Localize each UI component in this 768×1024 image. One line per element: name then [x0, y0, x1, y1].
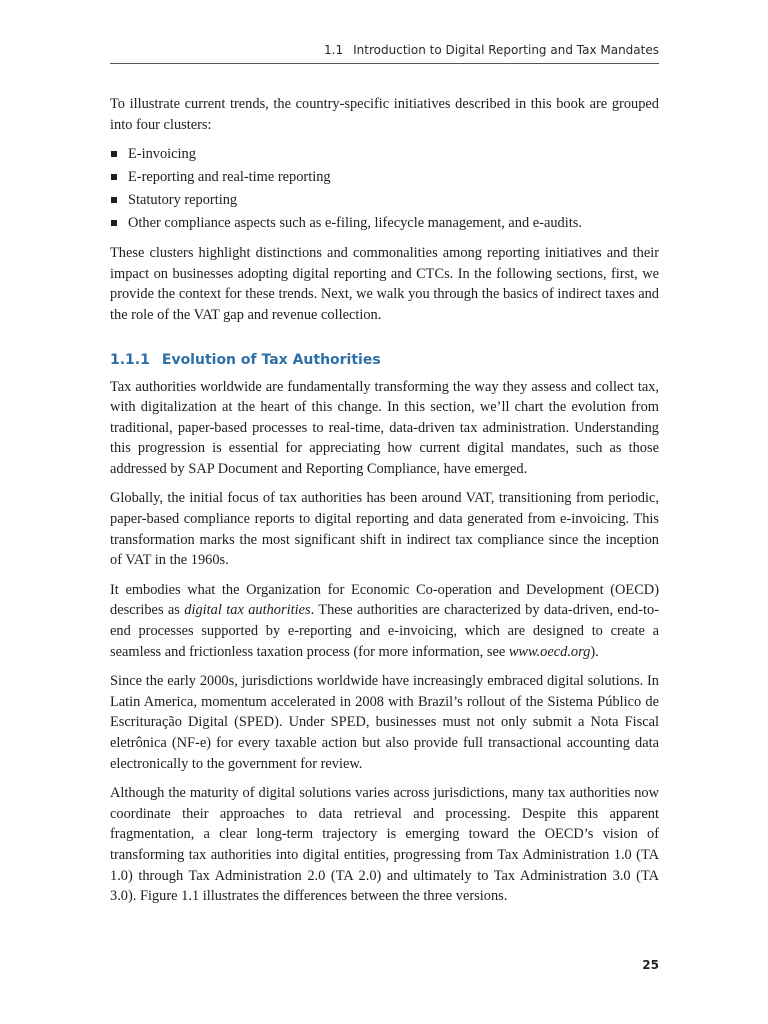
list-item-text: Statutory reporting [128, 191, 238, 208]
body-paragraph [110, 580, 659, 662]
square-bullet-icon [111, 197, 117, 203]
page-body [110, 94, 659, 916]
list-item-text: Other compliance aspects such as e-filing, lifecycle management, and e-audits. [128, 214, 582, 231]
paragraph-text: It embodies what the Organization for Economic Co-operation and Development (OECD) describes as [110, 581, 659, 619]
section-number: 1.1.1 [110, 351, 150, 368]
intro-paragraph: To illustrate current trends, the country-specific initiatives described in this book are grouped into four clusters: [110, 96, 659, 133]
body-paragraph: Although the maturity of digital solutions varies across jurisdictions, many tax authorities now coordinate their approaches to data retrieval and processing. Despite this apparent fragmentation, a clear long-term trajectory is emerging toward the OECD’s vision of transforming tax authorities into digital entities, progressing from Tax Administration 1.0 (TA 1.0) through Tax Administration 2.0 (TA 2.0) and ultimately to Tax Administration 3.0 (TA 3.0). Figure 1.1 illustrates the differences between the three versions. [110, 785, 659, 905]
oecd-link[interactable]: www.oecd.org [508, 643, 591, 660]
square-bullet-icon [111, 220, 117, 226]
clusters-summary-paragraph: These clusters highlight distinctions and commonalities among reporting initiatives and their impact on businesses adopting digital reporting and CTCs. In the following sections, first, we provide the context for these trends. Next, we walk you through the basics of indirect taxes and the role of the VAT gap and revenue collection. [110, 245, 659, 323]
square-bullet-icon [111, 151, 117, 157]
paragraph-text: ). [590, 643, 599, 660]
emphasized-term: digital tax authorities [184, 602, 311, 619]
running-header [110, 42, 659, 58]
square-bullet-icon [111, 174, 117, 180]
body-paragraph: Since the early 2000s, jurisdictions worldwide have increasingly embraced digital solutions. In Latin America, momentum accelerated in 2008 with Brazil’s rollout of the Sistema Público de Escrituração Digital (SPED). Under SPED, businesses must not only submit a Nota Fiscal eletrônica (NF-e) for every taxable action but also provide full transactional accounting data electronically to the government for review. [110, 673, 659, 772]
list-item [110, 144, 659, 165]
cluster-list [110, 144, 659, 233]
list-item-text: E-invoicing [128, 146, 196, 163]
section-title: Evolution of Tax Authorities [161, 351, 381, 368]
page-number: 25 [642, 958, 659, 972]
list-item [110, 190, 659, 211]
header-section-number: 1.1 [324, 43, 344, 57]
header-section-title: Introduction to Digital Reporting and Tax Mandates [353, 43, 659, 57]
list-item [110, 213, 659, 234]
section-heading [110, 350, 659, 370]
paragraph-text: . These authorities are characterized by data-driven, end-to-end processes supported by e-reporting and e-invoicing, which are designed to create a seamless and frictionless taxation process (for more information, see [110, 602, 659, 660]
body-paragraph: Tax authorities worldwide are fundamentally transforming the way they assess and collect tax, with digitalization at the heart of this change. In this section, we’ll chart the evolution from traditional, paper-based processes to real-time, data-driven tax administration. Understanding this progression is essential for appreciating how current digital mandates, such as those addressed by SAP Document and Reporting Compliance, have emerged. [110, 378, 659, 477]
header-rule [110, 63, 659, 64]
body-paragraph: Globally, the initial focus of tax authorities has been around VAT, transitioning from periodic, paper-based compliance reports to digital reporting and data generated from e-invoicing. This transformation marks the most significant shift in indirect tax compliance since the inception of VAT in the 1960s. [110, 490, 659, 569]
list-item [110, 167, 659, 188]
list-item-text: E-reporting and real-time reporting [128, 168, 331, 185]
